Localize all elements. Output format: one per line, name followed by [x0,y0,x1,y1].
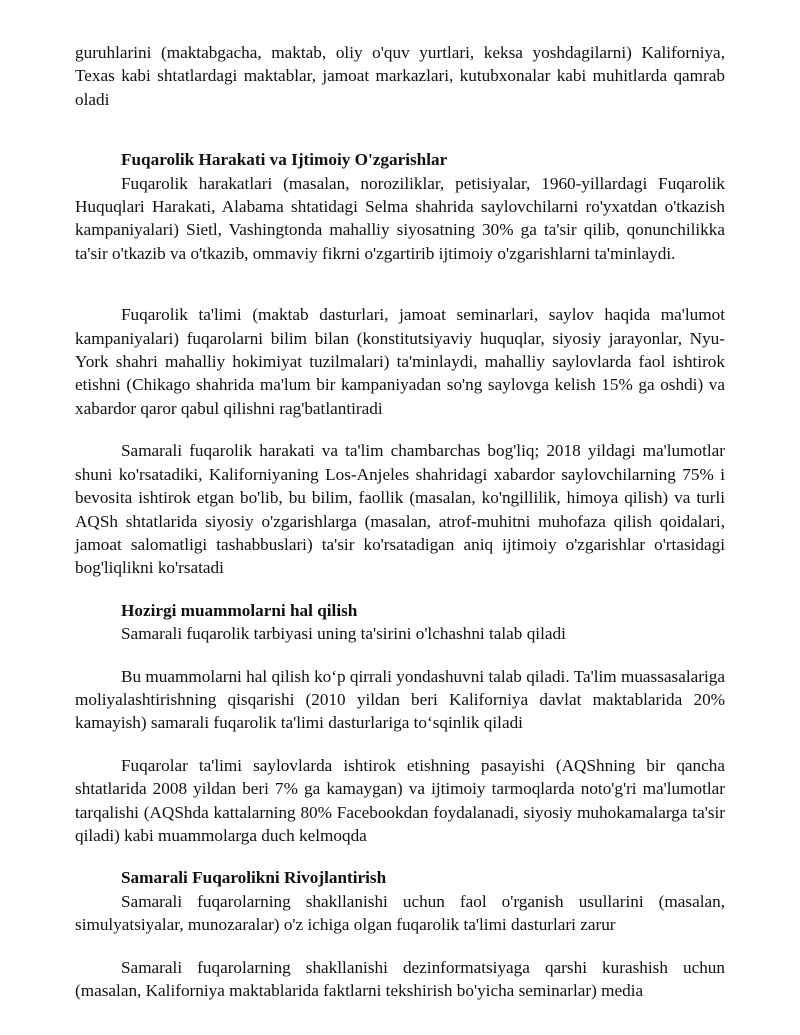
paragraph-measure-impact: Samarali fuqarolik tarbiyasi uning ta'sirini o'lchashni talab qiladi [121,624,566,644]
paragraph-active-learning: Samarali fuqarolarning shakllanishi uchun faol o'rganish usullarini (masalan, simulyatsiyalar, munozaralar) o'z ichiga olgan fuqarolik ta'limi dasturlari zarur [75,891,725,935]
heading-civic-movement: Fuqarolik Harakati va Ijtimoiy O'zgarishlar [121,150,448,170]
paragraph-civic-link: Samarali fuqarolik harakati va ta'lim chambarchas bog'liq; 2018 yildagi ma'lumotlar shuni ko'rsatadiki, Kaliforniyaning Los-Anjeles shahridagi xabardor saylovchilarning 75% i bevosita ishtirok etgan bo'lib, bu bilim, faollik (masalan, ko'ngillilik, himoya qilish) va turli AQSh shtatlarida siyosiy o'zgarishlarga (masalan, atrof-muhitni muhofaza qilish qoidalari, jamoat salomatligi tashabbuslari) ta'sir ko'rsatadigan aniq ijtimoiy o'zgarishlar o'rtasidagi bog'liqlikni ko'rsatadi [75,441,725,578]
paragraph-funding-cuts: Bu muammolarni hal qilish ko‘p qirrali yondashuvni talab qiladi. Ta'lim muassasalariga moliyalashtirishning qisqarishi (2010 yildan beri Kaliforniya davlat maktablarida 20% kamayish) samarali fuqarolik ta'limi dasturlariga to‘sqinlik qiladi [75,666,725,733]
paragraph-participation-decline: Fuqarolar ta'limi saylovlarda ishtirok etishning pasayishi (AQShning bir qancha shtatlarida 2008 yildan beri 7% ga kamaygan) va ijtimoiy tarmoqlarda noto'g'ri ma'lumotlar tarqalishi (AQShda kattalarning 80% Facebookdan foydalanadi, siyosiy muhokamalarga ta'sir qiladi) kabi muammolarga duch kelmoqda [75,755,725,845]
paragraph-intro: guruhlarini (maktabgacha, maktab, oliy o'quv yurtlari, keksa yoshdagilarni) Kaliforniya, Texas kabi shtatlardagi maktablar, jamoat markazlari, kutubxonalar kabi muhitlarda qamrab oladi [75,43,725,109]
paragraph-civic-movement: Fuqarolik harakatlari (masalan, noroziliklar, petisiyalar, 1960-yillardagi Fuqarolik Huquqlari Harakati, Alabama shtatidagi Selma shahrida saylovchilarni ro'yxatdan o'tkazish kampaniyalari) Sietl, Vashingtonda mahalliy siyosatning 30% ga ta'sir qilib, qonunchilikka ta'sir o'tkazib va o'tkazib, ommaviy fikrni o'zgartirib ijtimoiy o'zgarishlarni ta'minlaydi. [75,173,725,263]
paragraph-media-literacy: Samarali fuqarolarning shakllanishi dezinformatsiyaga qarshi kurashish uchun (masalan, Kaliforniya maktablarida faktlarni tekshirish bo'yicha seminarlar) media [75,957,725,1000]
heading-develop-citizenship: Samarali Fuqarolikni Rivojlantirish [121,868,387,888]
heading-current-problems: Hozirgi muammolarni hal qilish [121,600,358,620]
paragraph-civic-education: Fuqarolik ta'limi (maktab dasturlari, jamoat seminarlari, saylov haqida ma'lumot kampaniyalari) fuqarolarni bilim bilan (konstitutsiyaviy huquqlar, siyosiy jarayonlar, Nyu-York shahri mahalliy hokimiyat tuzilmalari) ta'minlaydi, mahalliy saylovlarda faol ishtirok etishni (Chikago shahrida ma'lum bir kampaniyadan so'ng saylovga kelish 15% ga oshdi) va xabardor qaror qabul qilishni rag'batlantiradi [75,305,725,418]
document-body [75,41,725,1002]
